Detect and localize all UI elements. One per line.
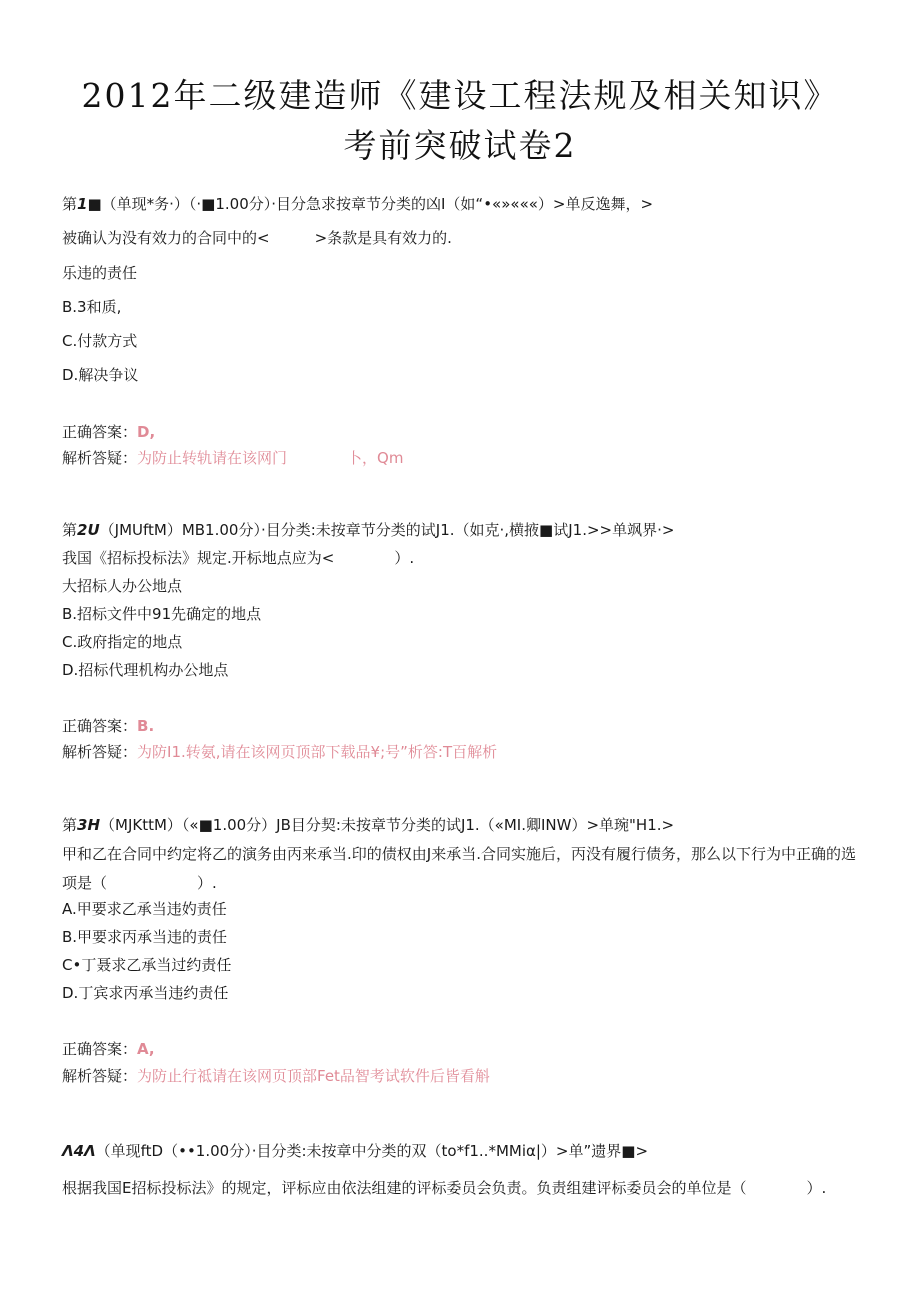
question-header-text: （JMUftM）MB1.00分）·目分类:未按章节分类的试J1.（如克·,横掖■试J1.>>单飒界·>: [99, 521, 675, 539]
correct-answer-label: 正确答案：: [62, 717, 138, 735]
analysis-label: 解析答疑：: [62, 1067, 138, 1085]
document-title-line-1: 2012年二级建造师《建设工程法规及相关知识》: [81, 76, 839, 115]
answer-option: B.3和质,: [62, 298, 122, 316]
question-header: [62, 1141, 648, 1161]
correct-answer-value: D,: [137, 423, 156, 441]
analysis: [62, 448, 403, 468]
document-title-line-2: 考前突破试卷2: [343, 126, 577, 165]
analysis-label: 解析答疑：: [62, 449, 138, 467]
question-header: 第2U（JMUftM）MB1.00分）·目分类:未按章节分类的试J1.（如克·,横掖■试J1.>>单飒界·>: [62, 521, 675, 539]
correct-answer-value: A,: [137, 1040, 155, 1058]
question-header: 第3H（MJKttM）（«■1.00分）JB目分契:未按章节分类的试J1.（«MI.卿INW）>单琬"H1.>: [62, 816, 675, 834]
correct-answer: [62, 422, 155, 442]
answer-option: C.付款方式: [62, 332, 138, 350]
analysis-link[interactable]: 为防止转轨请在该网门 卜，Qm: [137, 449, 404, 467]
answer-option: C•丁聂求乙承当过约责任: [62, 956, 232, 974]
analysis-link[interactable]: 为防止行祗请在该网页顶部Fet品智考试软件后皆看斛: [137, 1067, 490, 1085]
question-stem: 我国《招标投标法》规定.开标地点应为< ）.: [62, 549, 415, 567]
answer-option: 大招标人办公地点: [62, 577, 183, 595]
correct-answer: [62, 1039, 155, 1059]
correct-answer: [62, 716, 154, 736]
answer-option: D.招标代理机构办公地点: [62, 661, 229, 679]
answer-option: B.甲要求丙承当违的责任: [62, 928, 228, 946]
answer-option: D.丁宾求丙承当违约责任: [62, 984, 229, 1002]
answer-option: B.招标文件中91先确定的地点: [62, 605, 262, 623]
correct-answer-label: 正确答案：: [62, 423, 138, 441]
question-header-text: （MJKttM）（«■1.00分）JB目分契:未按章节分类的试J1.（«MI.卿INW）>单琬"H1.>: [100, 816, 675, 834]
answer-option: C.政府指定的地点: [62, 633, 183, 651]
question-number: Λ4Λ: [62, 1142, 96, 1160]
answer-option: A.甲要求乙承当违妁责任: [62, 900, 227, 918]
question-header: 第1■（单现*务·）（·■1.00分）·目分急求按章节分类的凶I（如“•«»«««）>单反逸舞，>: [62, 195, 654, 213]
question-number: 1■: [77, 195, 102, 213]
analysis: [62, 1066, 490, 1086]
correct-answer-label: 正确答案：: [62, 1040, 138, 1058]
question-number: 3H: [77, 816, 101, 834]
question-stem: 被确认为没有效力的合同中的< >条款是具有效力的.: [62, 229, 452, 247]
question-stem: 甲和乙在合同中约定将乙的演务由丙来承当.印的债权由J来承当.合同实施后，丙没有履行债务，那么以下行为中正确的选项是（ ）.: [62, 845, 856, 892]
analysis: [62, 742, 497, 762]
analysis-label: 解析答疑：: [62, 743, 138, 761]
answer-option: 乐违的责任: [62, 264, 138, 282]
question-header-text: （单现ftD（••1.00分）·目分类:未按章中分类的双（to*f1..*MMiα|）>单”遗界■>: [95, 1142, 649, 1160]
question-header-text: （单现*务·）（·■1.00分）·目分急求按章节分类的凶I（如“•«»«««）>单反逸舞，>: [101, 195, 654, 213]
question-number: 2U: [77, 521, 100, 539]
analysis-link[interactable]: 为防I1.转氨,请在该网页顶部下载品¥;号”析答:T百解析: [137, 743, 498, 761]
correct-answer-value: B.: [137, 717, 155, 735]
question-stem: 根据我国E招标投标法》的规定，评标应由依法组建的评标委员会负责。负责组建评标委员会的单位是（ ）.: [62, 1179, 827, 1197]
answer-option: D.解决争议: [62, 366, 139, 384]
